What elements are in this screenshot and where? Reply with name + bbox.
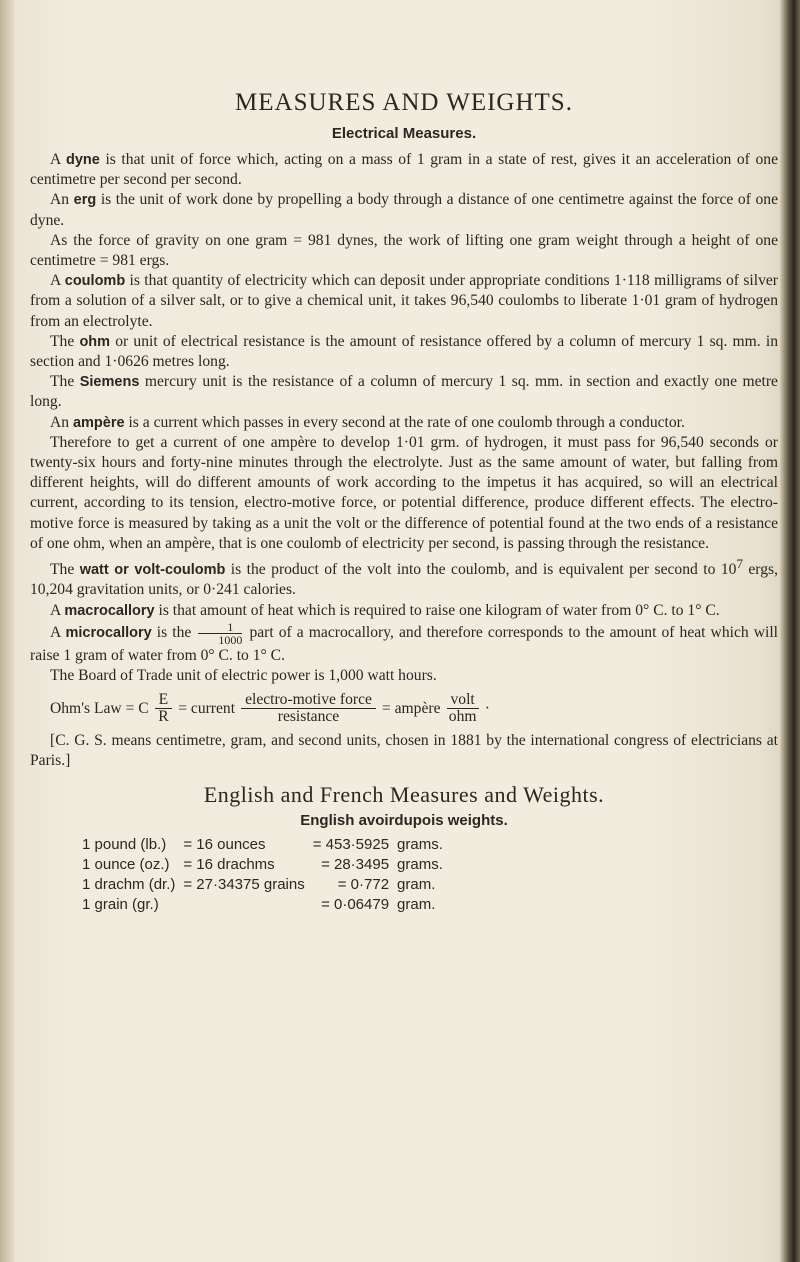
table-cell-unit: 1 ounce (oz.) xyxy=(82,855,170,873)
text: is that quantity of electricity which can deposit under appropriate conditions 1·118 milligrams of silver from a solution of a silver salt, or to give a chemical unit, it takes 96,540 coulombs to liberate 1·01 gram of hydrogen from an electrolyte. xyxy=(30,272,778,330)
table-cell-eq1: = 27·34375 grains xyxy=(183,875,305,893)
fraction-denominator: resistance xyxy=(277,708,340,726)
table-cell-eq2: = 0·06479 xyxy=(321,895,390,913)
table-cell-eq2: = 453·5925 xyxy=(312,835,390,853)
term-ampere: ampère xyxy=(72,414,125,431)
table-row xyxy=(78,855,447,875)
section-title: Electrical Measures. xyxy=(331,125,477,142)
text: mercury unit is the resistance of a column of mercury 1 sq. mm. in section and exactly one metre long. xyxy=(30,373,778,411)
avoirdupois-subheading: English avoirdupois weights. xyxy=(300,811,508,829)
text: A xyxy=(50,272,65,290)
text: part of a macrocallory, and therefore corresponds to the amount of heat which will raise 1 gram of water from 0° C. to 1° C. xyxy=(30,623,778,664)
text: The xyxy=(50,332,80,350)
paragraph-cgs: [C. G. S. means centimetre, gram, and second units, chosen in 1881 by the international congress of electricians at Paris.] xyxy=(30,732,778,770)
table-cell-eq2: = 0·772 xyxy=(337,875,390,893)
text: ergs, 10,204 gravitation units, or 0·241 calories. xyxy=(30,561,778,599)
fraction-numerator: electro-motive force xyxy=(241,692,376,709)
text: An xyxy=(50,191,74,209)
fraction-numerator: volt xyxy=(447,692,479,709)
table-cell-unit2: grams. xyxy=(397,855,443,873)
term-erg: erg xyxy=(73,192,97,209)
equals-ampere: = ampère xyxy=(381,699,441,717)
term-coulomb: coulomb xyxy=(64,273,126,290)
text: is the xyxy=(151,623,197,641)
term-dyne: dyne xyxy=(66,152,100,168)
fraction-numerator: E xyxy=(155,692,173,709)
table-row xyxy=(78,835,447,855)
page-gutter-shadow xyxy=(0,0,14,1262)
text: is that amount of heat which is required to raise one kilogram of water from 0° C. to 1° C. xyxy=(154,601,720,619)
text: is the unit of work done by propelling a body through a distance of one centimetre against the force of one dyne. xyxy=(30,191,778,229)
table-cell-unit2: gram. xyxy=(397,895,436,913)
equals-current: = current xyxy=(178,699,236,717)
fraction-emf-over-resistance xyxy=(241,692,376,725)
table-cell-unit: 1 pound (lb.) xyxy=(82,835,167,853)
paragraph-ampere xyxy=(30,413,778,433)
paragraph-erg xyxy=(30,190,778,230)
fraction-volt-over-ohm xyxy=(447,692,479,725)
paragraph-macrocallory xyxy=(30,601,778,621)
table-cell-unit2: grams. xyxy=(397,835,443,853)
term-siemens: Siemens xyxy=(79,374,140,391)
english-french-heading: English and French Measures and Weights. xyxy=(203,781,605,807)
fraction-denominator: 1000 xyxy=(218,632,243,647)
page-content xyxy=(30,88,778,915)
paragraph-watt xyxy=(30,554,778,601)
ohms-law-label: Ohm's Law = C xyxy=(50,699,149,717)
paragraph-board-of-trade: The Board of Trade unit of electric power is 1,000 watt hours. xyxy=(50,667,437,685)
text: is that unit of force which, acting on a mass of 1 gram in a state of rest, gives it an acceleration of one centimetre per second per second. xyxy=(30,151,778,189)
table-cell-eq2: = 28·3495 xyxy=(321,855,390,873)
period: · xyxy=(484,699,490,717)
table-row xyxy=(78,875,447,895)
fraction-numerator: 1 xyxy=(198,621,242,634)
paragraph-ohm xyxy=(30,332,778,372)
table-row xyxy=(78,895,447,915)
paragraph-coulomb xyxy=(30,271,778,332)
text: A xyxy=(50,623,66,641)
text: A xyxy=(50,151,66,168)
term-macrocallory: macrocallory xyxy=(64,602,155,619)
avoirdupois-table xyxy=(78,835,447,915)
paragraph-therefore: Therefore to get a current of one ampère to develop 1·01 grm. of hydrogen, it must pass for 96,540 seconds or twenty-six hours and forty-nine minutes through the electrolyte. Just as the same amount of water, but falling from different heights, will do different amounts of work according to the impetus it has acquired, so will an electrical current, according to its tension, electro-motive force, or potential difference, produce different effects. The electro-motive force is measured by taking as a unit the volt or the difference of potential found at the two ends of a resistance of one ohm, when an ampère, that is one coulomb of electricity per second, is passing through the resistance. xyxy=(30,433,778,552)
fraction-one-thousandth xyxy=(198,621,242,646)
term-ohm: ohm xyxy=(79,333,111,350)
table-cell-unit2: gram. xyxy=(397,875,436,893)
page-title: MEASURES AND WEIGHTS. xyxy=(235,89,573,116)
fraction-denominator: ohm xyxy=(448,708,477,726)
text: The xyxy=(50,373,80,391)
table-cell-eq1: = 16 ounces xyxy=(183,835,266,853)
paragraph-siemens xyxy=(30,372,778,412)
text: A xyxy=(50,601,65,619)
fraction-e-over-r xyxy=(155,692,173,725)
text: is the product of the volt into the coulomb, and is equivalent per second to 10 xyxy=(225,561,737,579)
paragraph-microcallory xyxy=(30,621,778,666)
paragraph-gravity: As the force of gravity on one gram = 981 dynes, the work of lifting one gram weight through a height of one centimetre = 981 ergs. xyxy=(30,231,778,270)
table-cell-eq1 xyxy=(179,895,308,915)
text: An xyxy=(50,413,73,431)
table-cell-eq1: = 16 drachms xyxy=(183,855,275,873)
text: The xyxy=(50,561,80,579)
book-spine-edge xyxy=(780,0,800,1262)
paragraph-dyne xyxy=(30,150,778,190)
term-microcallory: microcallory xyxy=(65,624,152,641)
superscript: 7 xyxy=(736,556,743,572)
fraction-denominator: R xyxy=(158,708,169,726)
term-watt: watt or volt-coulomb xyxy=(79,562,226,579)
ohms-law-formula xyxy=(50,692,778,725)
text: or unit of electrical resistance is the amount of resistance offered by a column of mercury 1 sq. mm. in section and 1·0626 metres long. xyxy=(30,332,778,371)
text: is a current which passes in every second at the rate of one coulomb through a conductor. xyxy=(124,413,685,431)
table-cell-unit: 1 drachm (dr.) xyxy=(82,875,176,893)
table-cell-unit: 1 grain (gr.) xyxy=(82,895,159,913)
